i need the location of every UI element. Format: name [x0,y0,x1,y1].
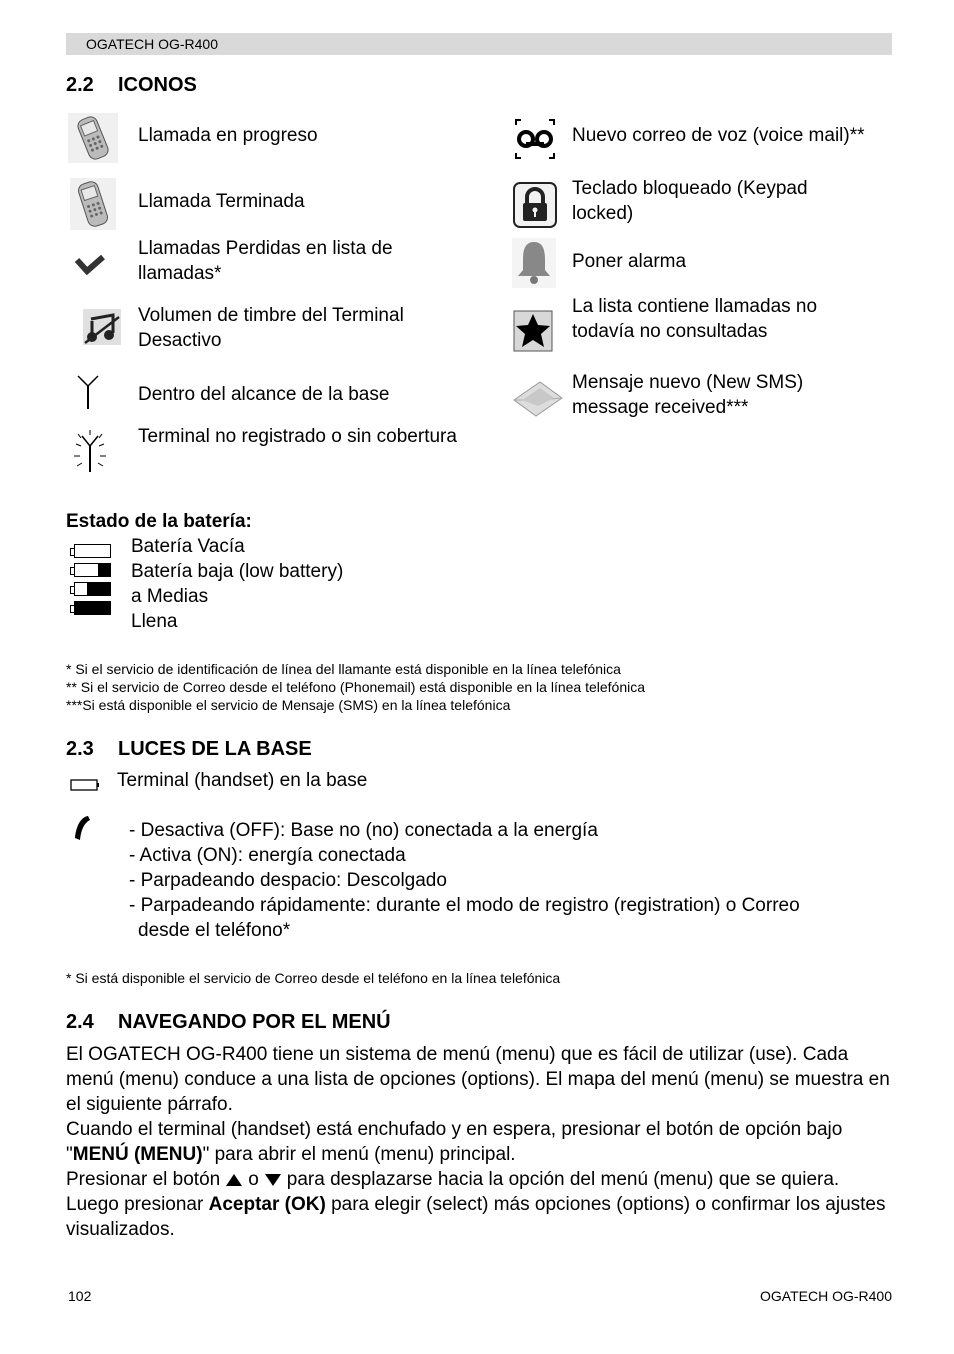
battery-empty-icon [74,544,111,558]
light-state: - Activa (ON): energía conectada [129,845,406,866]
voicemail-icon [513,117,557,161]
page-number: 102 [68,1288,92,1304]
battery-label: Llena [131,611,178,632]
menu-paragraph [66,1042,892,1242]
menu-p3: Presionar el botón o para desplazarse hacia la opción del menú (menu) que se quiera. [66,1169,840,1190]
footnote: * Si el servicio de identificación de línea del llamante está disponible en la línea telefónica [66,661,621,677]
footnote: ** Si el servicio de Correo desde el teléfono (Phonemail) está disponible en la línea telefónica [66,679,646,695]
light-state: - Desactiva (OFF): Base no (no) conectada a la energía [129,820,598,841]
icon-label: La lista contiene llamadas no todavía no consultadas [572,296,818,342]
battery-half-icon [74,582,111,596]
footnote: * Si está disponible el servicio de Correo desde el teléfono en la línea telefónica [66,970,561,986]
arrow-down-icon [265,1174,281,1186]
handset-in-base-icon [70,778,100,792]
bell-icon [512,238,556,288]
icon-label: Llamada Terminada [138,191,305,212]
battery-label: a Medias [131,586,209,607]
icon-label: Terminal no registrado o sin cobertura [138,426,457,447]
ringer-off-icon [83,309,121,345]
icon-label: Llamadas Perdidas en lista de llamadas* [138,238,393,284]
section-heading-icons: 2.2 ICONOS [66,74,197,96]
icon-label: Teclado bloqueado (Keypad locked) [572,178,808,224]
battery-label: Batería Vacía [131,536,245,557]
phone-handset-icon [70,178,116,230]
header-title: OGATECH OG-R400 [86,36,218,52]
battery-label: Batería baja (low battery) [131,561,344,582]
antenna-flashing-icon [72,430,108,474]
header-bar [66,33,892,55]
phone-handset-icon [68,113,118,163]
battery-full-icon [74,601,111,615]
icon-label: Volumen de timbre del Terminal Desactivo [138,305,404,351]
footnote: ***Si está disponible el servicio de Mensaje (SMS) en la línea telefónica [66,697,511,713]
menu-p2: Cuando el terminal (handset) está enchufado y en espera, presionar el botón de opción bajo "MENÚ (MENU)" para abrir el menú (menu) principal. [66,1119,843,1165]
antenna-icon [74,374,102,410]
menu-p4: Luego presionar Aceptar (OK) para elegir (select) más opciones (options) o confirmar los ajustes visualizados. [66,1194,886,1240]
envelope-icon [512,380,564,418]
battery-low-icon [74,563,111,577]
light-state: - Parpadeando despacio: Descolgado [129,870,447,891]
icon-label: Dentro del alcance de la base [138,384,390,405]
section-heading-lights: 2.3 LUCES DE LA BASE [66,738,312,760]
phone-light-icon [72,814,92,842]
star-icon [513,310,553,352]
section-heading-menu: 2.4 NAVEGANDO POR EL MENÚ [66,1011,391,1033]
light-state: desde el teléfono* [138,920,291,941]
arrow-up-icon [226,1174,242,1186]
icon-label: Llamada en progreso [138,125,318,146]
battery-title: Estado de la batería: [66,511,252,532]
footer-title: OGATECH OG-R400 [760,1288,892,1304]
icon-label: Nuevo correo de voz (voice mail)** [572,125,865,146]
icon-label: Mensaje nuevo (New SMS) message received*** [572,372,804,418]
missed-call-arrow-icon [74,254,106,278]
menu-p1: El OGATECH OG-R400 tiene un sistema de menú (menu) que es fácil de utilizar (use). Cada menú (menu) conduce a una lista de opciones (options). El mapa del menú (menu) se muestra en el siguiente párrafo. [66,1044,890,1115]
lock-icon [513,182,557,228]
handset-label: Terminal (handset) en la base [117,770,368,791]
light-state: - Parpadeando rápidamente: durante el modo de registro (registration) o Correo [129,895,800,916]
icon-label: Poner alarma [572,251,687,272]
